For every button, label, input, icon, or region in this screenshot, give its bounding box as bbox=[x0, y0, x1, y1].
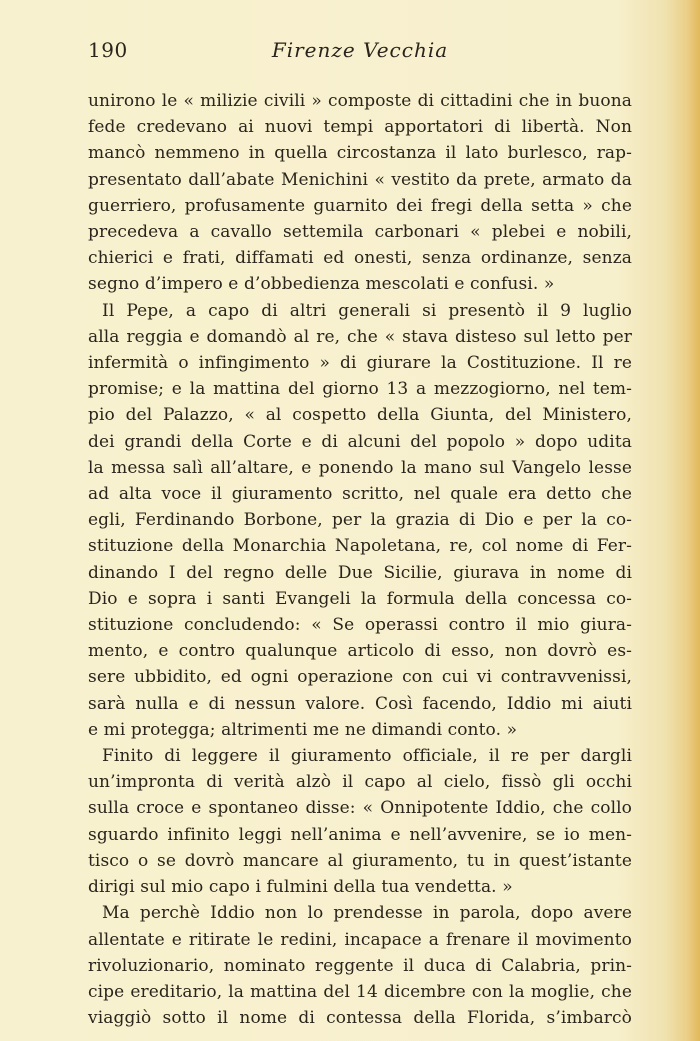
text-line: stituzione della Monarchia Napoletana, re, col nome di Fer- bbox=[88, 536, 632, 557]
paragraph-2 bbox=[88, 298, 632, 743]
text-line: unirono le « milizie civili » composte di cittadini che in buona bbox=[88, 91, 632, 111]
text-line: guerriero, profusamente guarnito dei fregi della setta » che bbox=[88, 195, 632, 216]
text-line: la messa salì all’altare, e ponendo la mano sul Vangelo lesse bbox=[88, 457, 632, 478]
text-line: tisco o se dovrò mancare al giuramento, tu in quest’istante bbox=[88, 850, 632, 871]
text-line: chierici e frati, diffamati ed onesti, senza ordinanze, senza bbox=[88, 248, 632, 269]
text-line: Dio e sopra i santi Evangeli la formula della concessa co- bbox=[88, 588, 632, 609]
running-title: Firenze Vecchia bbox=[271, 38, 449, 62]
paragraph-1 bbox=[88, 88, 632, 298]
text-line: precedeva a cavallo settemila carbonari « plebei e nobili, bbox=[88, 222, 632, 243]
text-line: mento, e contro qualunque articolo di esso, non dovrò es- bbox=[88, 641, 632, 662]
body-text bbox=[88, 88, 632, 1031]
text-line: Il Pepe, a capo di altri generali si presentò il 9 luglio bbox=[102, 300, 632, 321]
text-line: Ma perchè Iddio non lo prendesse in parola, dopo avere bbox=[102, 903, 632, 924]
page-edge bbox=[686, 0, 700, 1041]
paragraph-4 bbox=[88, 900, 632, 1031]
text-line: dei grandi della Corte e di alcuni del popolo » dopo udita bbox=[88, 431, 632, 452]
text-line: infermità o infingimento » di giurare la Costituzione. Il re bbox=[88, 353, 632, 374]
text-line: sulla croce e spontaneo disse: « Onnipotente Iddio, che collo bbox=[88, 798, 632, 819]
text-line: Finito di leggere il giuramento officiale, il re per dargli bbox=[102, 746, 632, 767]
text-line: pio del Palazzo, « al cospetto della Giunta, del Ministero, bbox=[88, 405, 632, 426]
text-line: stituzione concludendo: « Se operassi contro il mio giura- bbox=[88, 615, 632, 636]
text-line: viaggiò sotto il nome di contessa della Florida, s’imbarcò bbox=[88, 1008, 632, 1029]
text-line: cipe ereditario, la mattina del 14 dicembre con la moglie, che bbox=[88, 981, 632, 1002]
page-header bbox=[88, 38, 632, 66]
text-line: sere ubbidito, ed ogni operazione con cui vi contravvenissi, bbox=[88, 667, 632, 688]
text-line: fede credevano ai nuovi tempi apportatori di libertà. Non bbox=[88, 117, 632, 138]
page-number: 190 bbox=[88, 38, 128, 62]
paragraph-3 bbox=[88, 743, 632, 900]
text-line: sguardo infinito leggi nell’anima e nell’avvenire, se io men- bbox=[88, 824, 632, 845]
text-line: dinando I del regno delle Due Sicilie, giurava in nome di bbox=[88, 562, 632, 583]
text-line: alla reggia e domandò al re, che « stava disteso sul letto per bbox=[88, 326, 632, 347]
text-line: allentate e ritirate le redini, incapace a frenare il movimento bbox=[88, 929, 632, 950]
text-line: presentato dall’abate Menichini « vestito da prete, armato da bbox=[88, 169, 632, 190]
text-line: un’impronta di verità alzò il capo al cielo, fissò gli occhi bbox=[88, 772, 632, 793]
text-line: rivoluzionario, nominato reggente il duca di Calabria, prin- bbox=[88, 955, 632, 976]
text-line: mancò nemmeno in quella circostanza il lato burlesco, rap- bbox=[88, 143, 632, 164]
text-line: ad alta voce il giuramento scritto, nel quale era detto che bbox=[88, 484, 632, 505]
text-line: egli, Ferdinando Borbone, per la grazia di Dio e per la co- bbox=[88, 510, 632, 531]
text-line: segno d’impero e d’obbedienza mescolati e confusi. » bbox=[88, 274, 555, 295]
text-line: promise; e la mattina del giorno 13 a mezzogiorno, nel tem- bbox=[88, 379, 632, 400]
text-line: e mi protegga; altrimenti me ne dimandi conto. » bbox=[88, 719, 518, 740]
text-line: sarà nulla e di nessun valore. Così facendo, Iddio mi aiuti bbox=[88, 693, 632, 714]
text-line: dirigi sul mio capo i fulmini della tua vendetta. » bbox=[88, 877, 513, 898]
